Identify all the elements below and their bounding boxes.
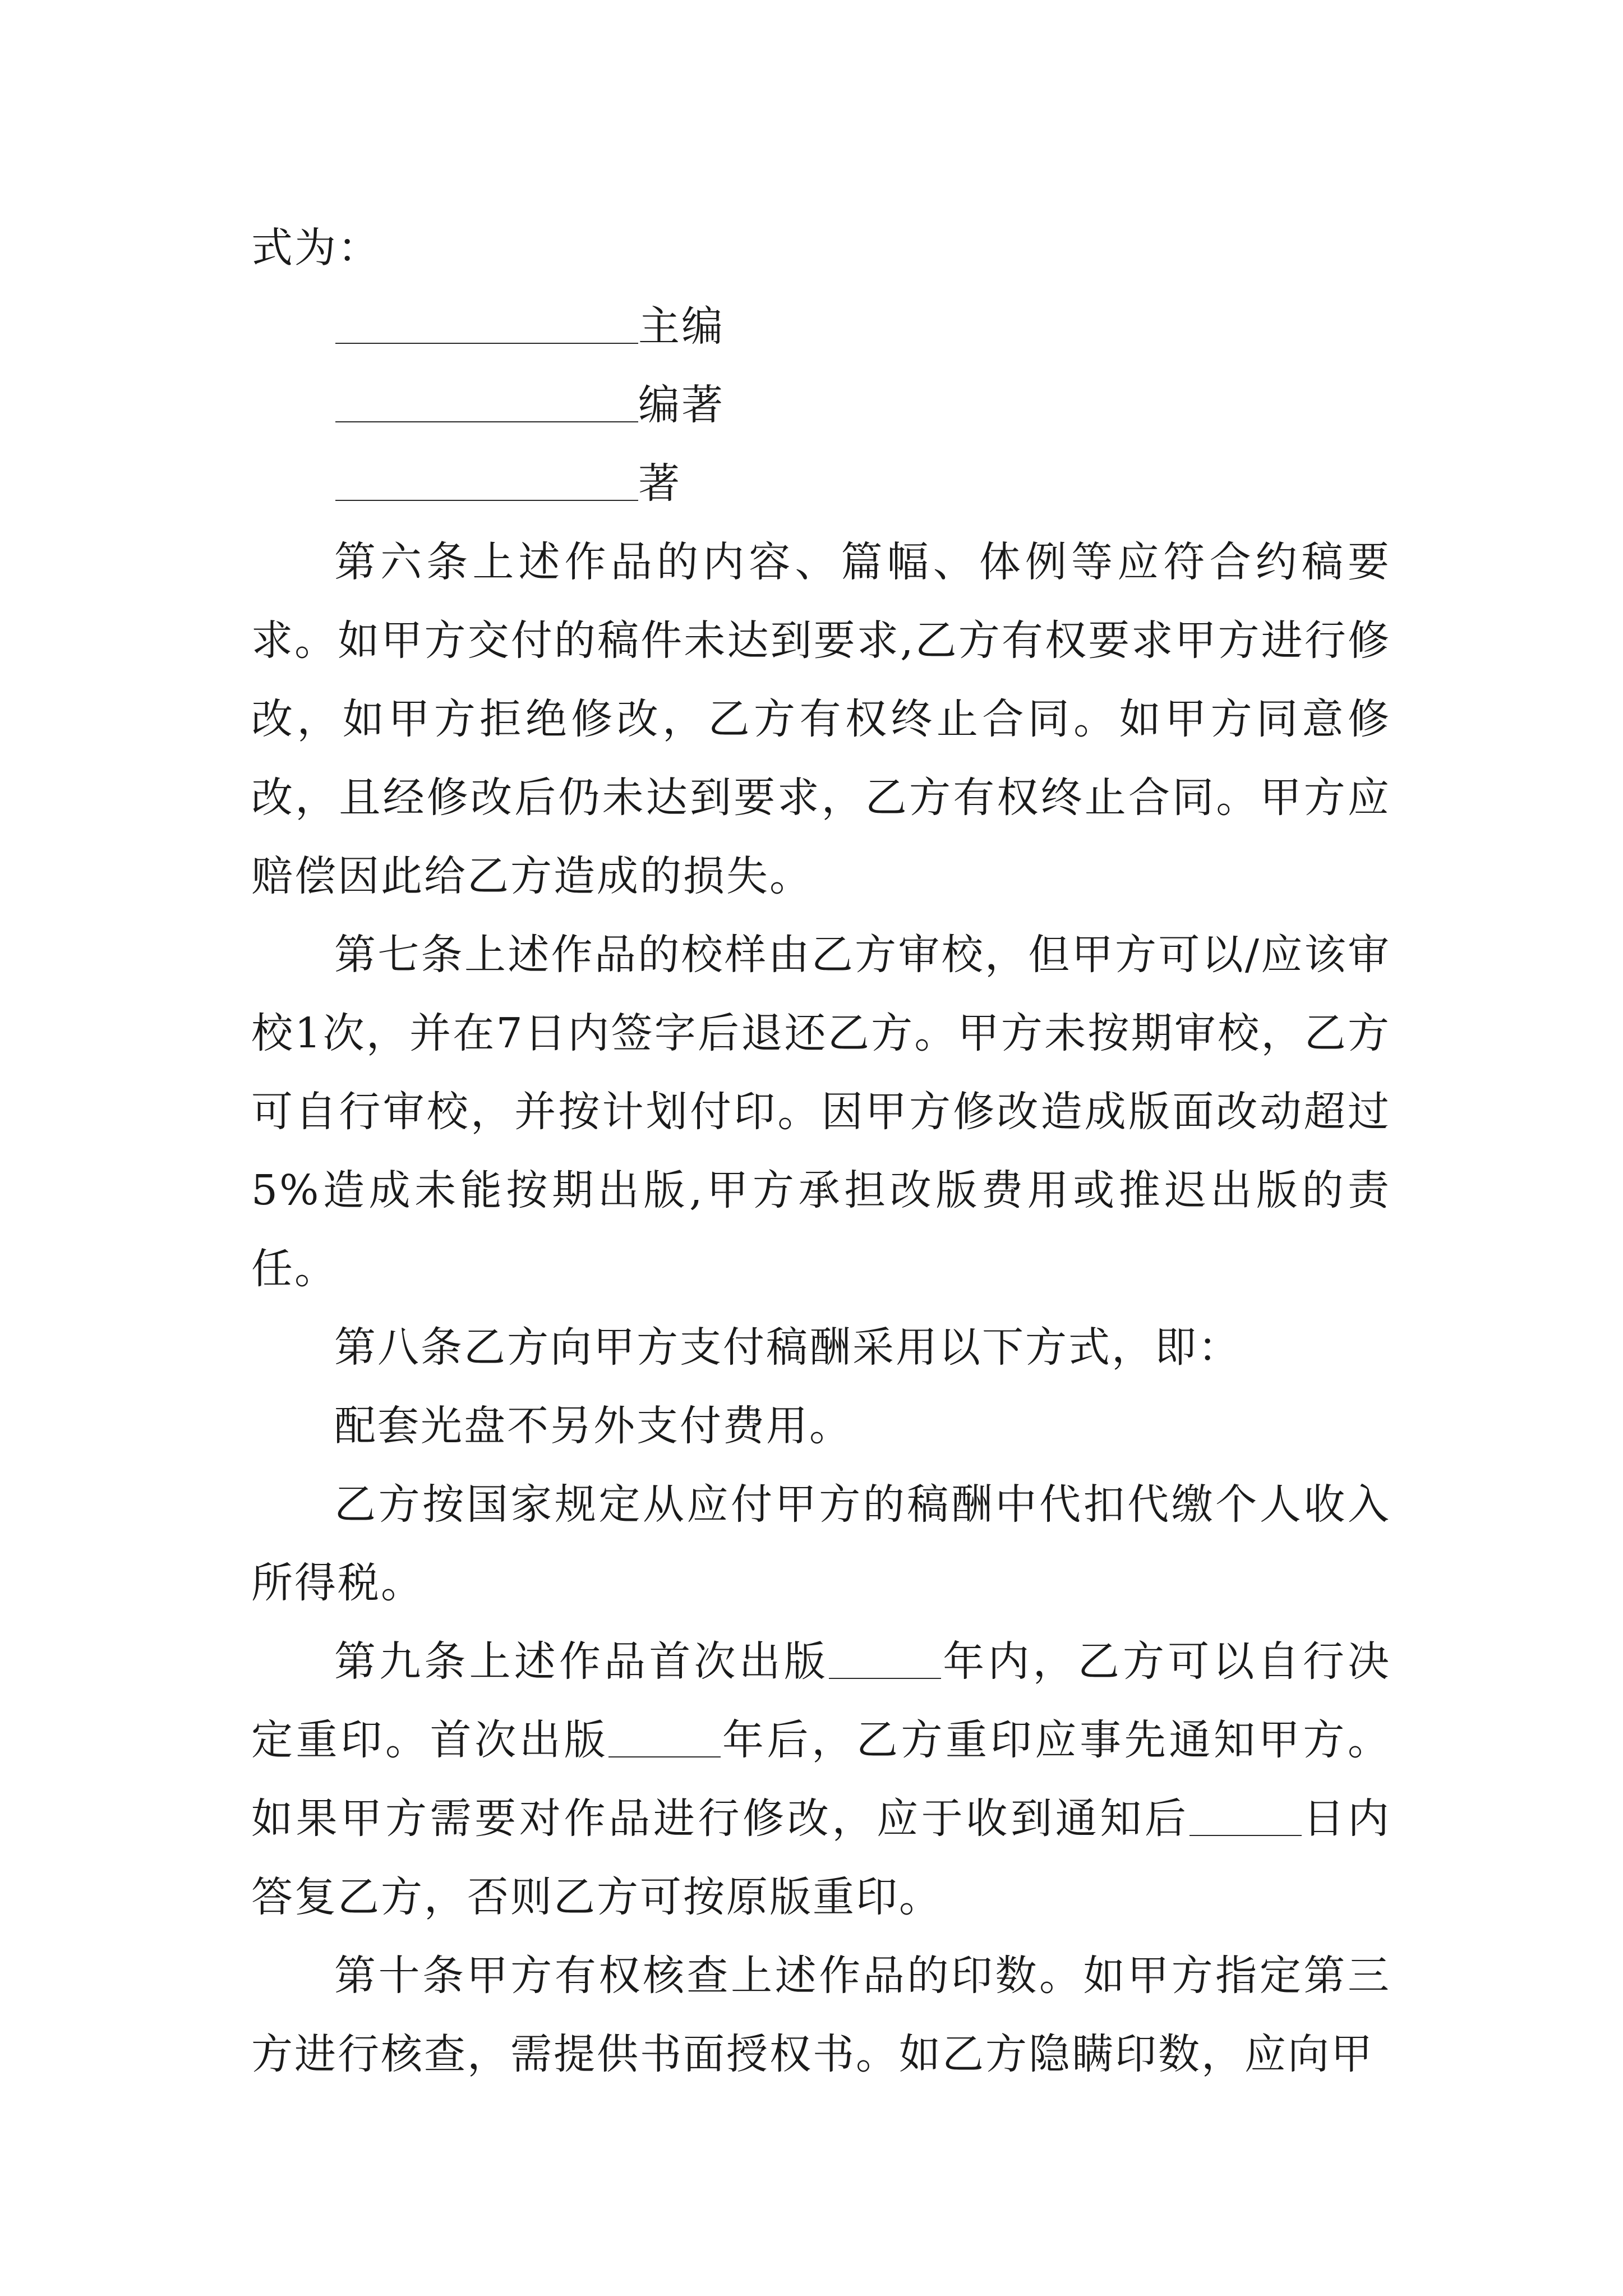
article-8-cd-note: 配套光盘不另外支付费用。 <box>334 1402 852 1450</box>
article-8: 第八条乙方向甲方支付稿酬采用以下方式，即： <box>334 1323 1241 1372</box>
credit-line-chief-editor <box>251 287 1391 366</box>
credit-line-compiler <box>251 366 1391 444</box>
credit-role: 主编 <box>638 302 725 351</box>
article-9 <box>251 1622 1391 1936</box>
lead-text: 式为： <box>251 224 381 272</box>
credit-role: 编著 <box>638 381 725 429</box>
blank-line <box>829 1636 941 1679</box>
article-9-text: 第九条上述作品首次出版 <box>334 1637 829 1686</box>
blank-line <box>1189 1793 1302 1836</box>
article-9-text: 年后，乙方重印应事先通知甲方。如果甲方需要对作品进行修改，应于收到通知后 <box>251 1716 1391 1843</box>
credit-role: 著 <box>638 459 681 508</box>
blank-line <box>335 380 638 422</box>
article-6: 第六条上述作品的内容、篇幅、体例等应符合约稿要求。如甲方交付的稿件未达到要求,乙方有权要求甲方进行修改，如甲方拒绝修改，乙方有权终止合同。如甲方同意修改，且经修改后仍未达到要求，乙方有权终止合同。甲方应赔偿因此给乙方造成的损失。 <box>251 538 1391 900</box>
blank-line <box>335 301 638 344</box>
article-8-tax-note: 乙方按国家规定从应付甲方的稿酬中代扣代缴个人收入所得税。 <box>251 1480 1391 1607</box>
article-9-text: 日内答复乙方，否则乙方可按原版重印。 <box>251 1795 1391 1921</box>
article-7: 第七条上述作品的校样由乙方审校，但甲方可以/应该审校1次，并在7日内签字后退还乙方。甲方未按期审校，乙方可自行审校，并按计划付印。因甲方修改造成版面改动超过5%造成未能按期出版,甲方承担改版费用或推迟出版的责任。 <box>251 931 1391 1293</box>
blank-line <box>335 458 638 501</box>
article-9-text: 年内，乙方可以自行决定重印。首次出版 <box>251 1637 1391 1764</box>
document-body <box>251 209 1391 2093</box>
article-10: 第十条甲方有权核查上述作品的印数。如甲方指定第三方进行核查，需提供书面授权书。如乙方隐瞒印数，应向甲 <box>251 1952 1391 2078</box>
blank-line <box>608 1715 721 1757</box>
credit-line-author <box>251 444 1391 523</box>
